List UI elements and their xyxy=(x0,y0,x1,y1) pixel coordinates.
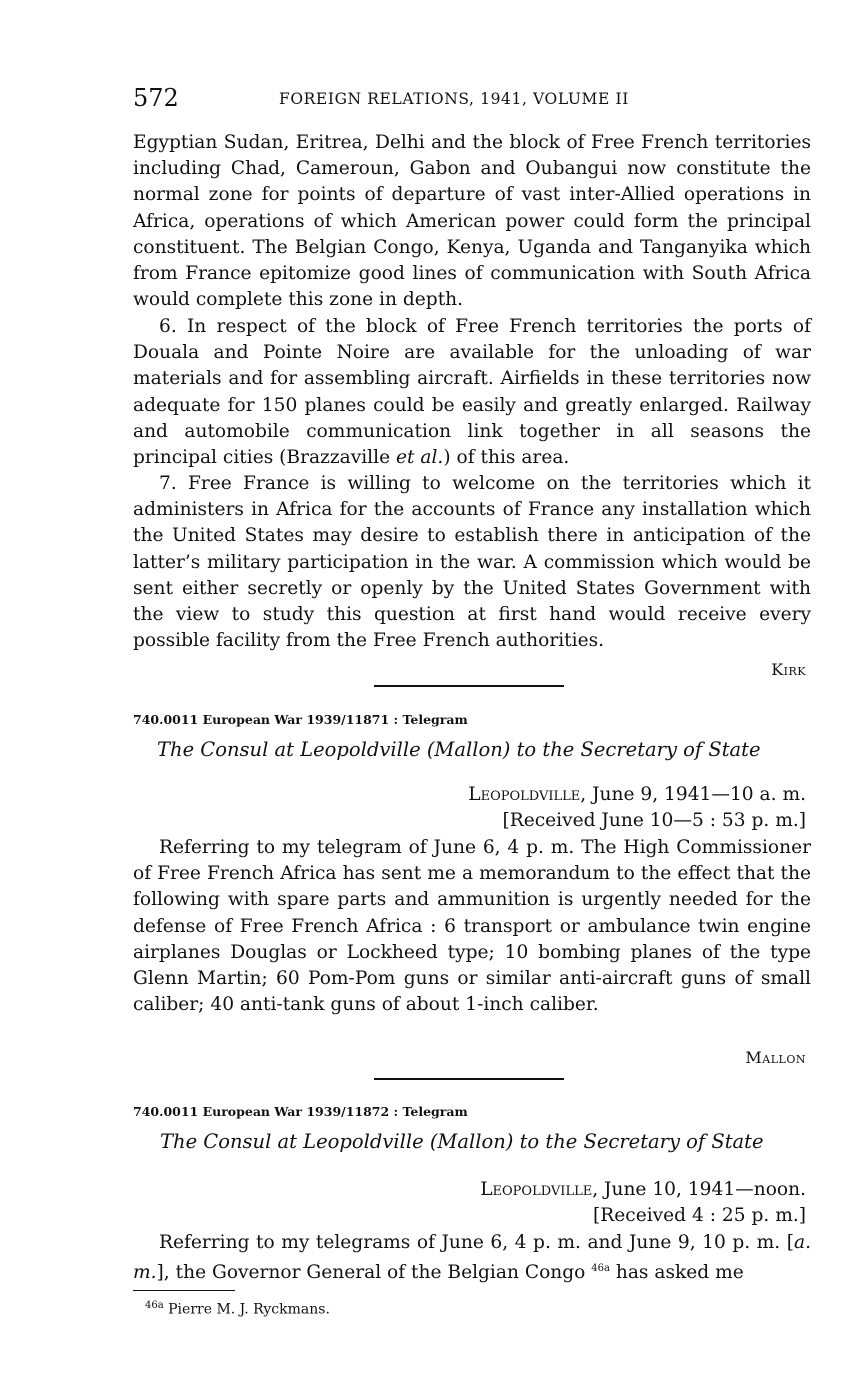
section-divider xyxy=(374,685,564,687)
footnote-marker: 46a xyxy=(591,1263,610,1275)
continuation-paragraph: Egyptian Sudan, Eritrea, Delhi and the block of Free French territories including Chad, Cameroun, Gabon and Oubangui now constitute the normal zone for points of departure of vast inter-Allied operations in Africa, operations of which American power could form the principal constituent. The Belgian Congo, Kenya, Uganda and Tanganyika which from France epitomize good lines of communication with South Africa would complete this zone in depth. xyxy=(133,132,811,311)
paragraph-7: 7. Free France is willing to welcome on the territories which it administers in Africa for the accounts of France any installation which the United States may desire to establish there in anticipation of the latter’s military participation in the war. A commission which would be sent either secretly or openly by the United States Government with the view to study this question at first hand would receive every possible facility from the Free French authorities. xyxy=(133,473,811,652)
paragraph-6 xyxy=(133,314,811,471)
dateline-date-text: , June 9, 1941—10 a. m. xyxy=(580,784,806,805)
page-number: 572 xyxy=(133,84,179,112)
telegram-body xyxy=(133,1230,811,1287)
footnote-text: Pierre M. J. Ryckmans. xyxy=(163,1301,330,1318)
body-end: has asked me xyxy=(609,1262,744,1284)
paragraph-6-end: ) of this area. xyxy=(443,447,570,469)
received-line: [Received June 10—5 : 53 p. m.] xyxy=(502,810,806,831)
footnote xyxy=(145,1300,330,1318)
et-al-text: et al. xyxy=(396,447,444,469)
document-title: The Consul at Leopoldville (Mallon) to the Secretary of State xyxy=(160,1130,764,1153)
dateline-place: Leopoldville xyxy=(480,1179,593,1200)
dateline xyxy=(468,782,806,834)
running-head: FOREIGN RELATIONS, 1941, VOLUME II xyxy=(279,90,629,108)
footnote-rule xyxy=(133,1290,235,1291)
am-text: a. m. xyxy=(133,1232,811,1284)
telegram-body: Referring to my telegram of June 6, 4 p. m. The High Commissioner of Free French Africa has sent me a memorandum to the effect that the following with spare parts and ammunition is urgently needed for the defense of Free French Africa : 6 transport or ambulance twin engine airplanes Douglas or Lockheed type; 10 bombing planes of the type Glenn Martin; 60 Pom-Pom guns or similar anti-aircraft guns of small caliber; 40 anti-tank guns of about 1-inch caliber. xyxy=(133,837,811,1016)
dateline-date-text: , June 10, 1941—noon. xyxy=(592,1179,806,1200)
received-line: [Received 4 : 25 p. m.] xyxy=(593,1205,806,1226)
body-start: Referring to my telegrams of June 6, 4 p. m. and June 9, 10 p. m. [ xyxy=(159,1232,794,1253)
signature-kirk: Kirk xyxy=(771,660,806,679)
dateline-date xyxy=(468,782,806,808)
body-mid: ], the Governor General of the Belgian Congo xyxy=(156,1262,586,1284)
dateline-place: Leopoldville xyxy=(468,784,581,805)
page-header xyxy=(133,84,813,114)
signature-mallon: Mallon xyxy=(745,1048,806,1067)
file-reference: 740.0011 European War 1939/11872 : Telegram xyxy=(133,1104,468,1119)
file-reference: 740.0011 European War 1939/11871 : Telegram xyxy=(133,712,468,727)
document-title: The Consul at Leopoldville (Mallon) to the Secretary of State xyxy=(157,738,761,761)
paragraph-6-text: 6. In respect of the block of Free French territories the ports of Douala and Pointe Noire are available for the unloading of war materials and for assembling aircraft. Airfields in these territories now adequate for 150 planes could be easily and greatly enlarged. Railway and automobile communication link together in all seasons the principal cities (Brazzaville xyxy=(133,316,811,469)
dateline xyxy=(480,1177,806,1229)
dateline-date xyxy=(480,1177,806,1203)
section-divider xyxy=(374,1078,564,1080)
footnote-mark: 46a xyxy=(145,1300,164,1311)
